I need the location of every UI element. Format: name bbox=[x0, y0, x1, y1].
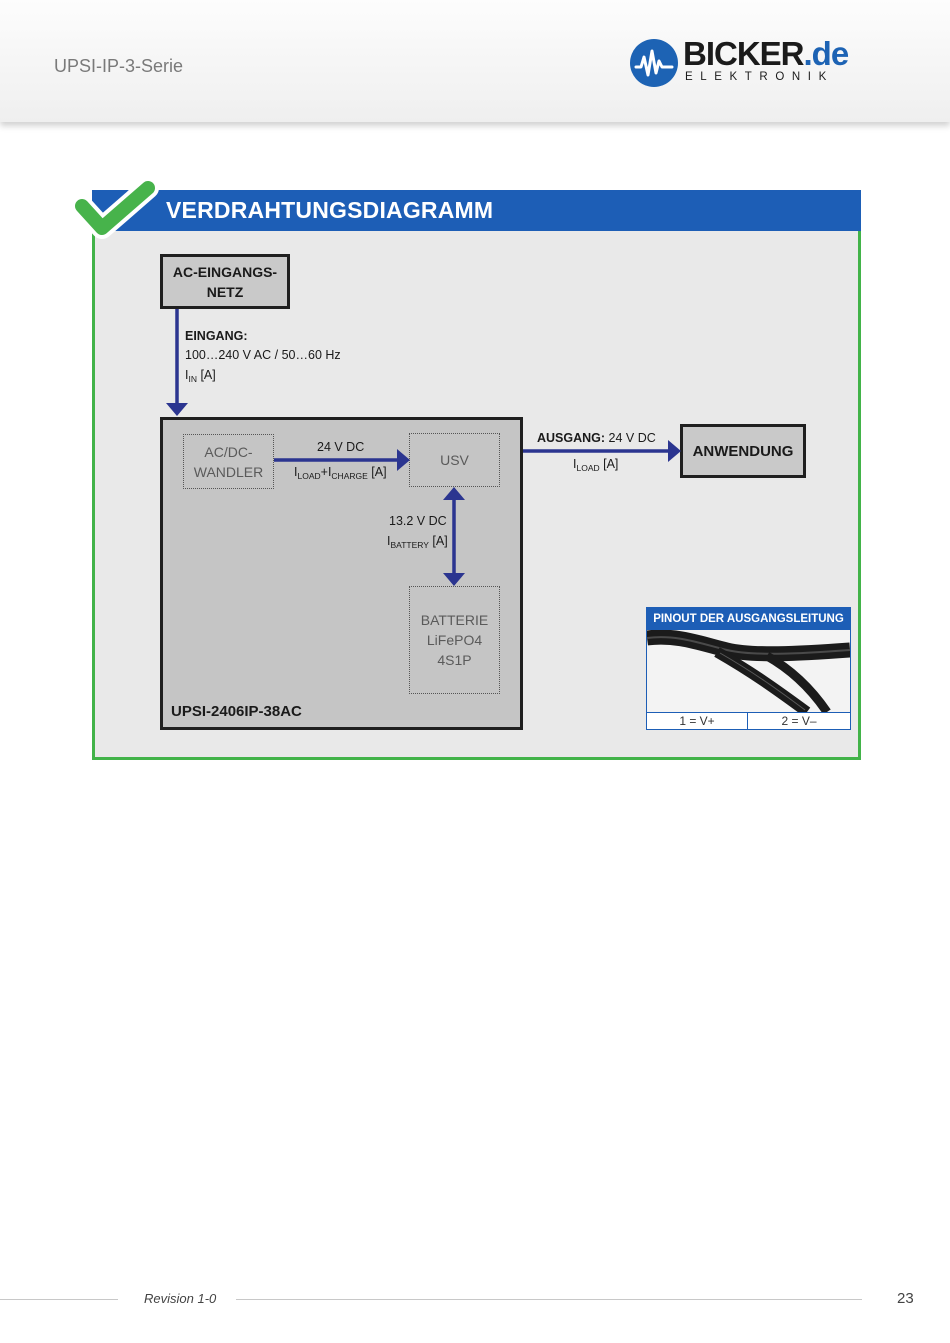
pinout-title: PINOUT DER AUSGANGSLEITUNG bbox=[647, 608, 850, 630]
output-arrowhead bbox=[668, 440, 681, 462]
output-current: $I_{LOAD}$ [A] bbox=[573, 457, 619, 473]
conv-usv-current: $I_{LOAD}+I_{CHARGE}$ [A] bbox=[294, 465, 387, 481]
input-spec: 100…240 V AC / 50…60 Hz bbox=[185, 348, 341, 362]
battery-voltage: 13.2 V DC bbox=[389, 514, 447, 528]
pin-2-cell: 2 = V– bbox=[748, 712, 850, 729]
input-arrowhead bbox=[166, 403, 188, 416]
converter-box: AC/DC- WANDLER bbox=[183, 434, 274, 489]
battery-arrowhead-down bbox=[443, 573, 465, 586]
conv-usv-voltage: 24 V DC bbox=[317, 440, 365, 454]
pin-1-cell: 1 = V+ bbox=[647, 712, 748, 729]
battery-box: BATTERIE LiFePO4 4S1P bbox=[409, 586, 500, 694]
ac-input-label-line1: AC-EINGANGS- bbox=[172, 263, 278, 280]
application-box: ANWENDUNG bbox=[680, 424, 806, 478]
footer-rule-right bbox=[236, 1299, 862, 1300]
series-title: UPSI-IP-3-Serie bbox=[54, 56, 184, 76]
input-current: $I_{IN}$ [A] bbox=[185, 368, 216, 384]
cable-photo bbox=[647, 630, 850, 712]
page-number: 23 bbox=[897, 1290, 914, 1307]
conv-usv-arrowhead bbox=[397, 449, 410, 471]
logo-wordmark: BICKER.de bbox=[683, 35, 849, 72]
footer-rule-left bbox=[0, 1299, 118, 1300]
ups-model-label: UPSI-2406IP-38AC bbox=[171, 703, 302, 720]
battery-current: $I_{BATTERY}$ [A] bbox=[387, 534, 448, 550]
logo-subtitle: ELEKTRONIK bbox=[685, 71, 834, 83]
battery-arrowhead-up bbox=[443, 487, 465, 500]
ac-input-label-line2: NETZ bbox=[206, 283, 244, 300]
revision-label: Revision 1-0 bbox=[144, 1291, 217, 1306]
pinout-inset bbox=[646, 607, 851, 730]
output-spec: AUSGANG: 24 V DC bbox=[537, 431, 656, 445]
input-heading: EINGANG: bbox=[185, 329, 248, 343]
usv-box: USV bbox=[409, 433, 500, 487]
section-title: VERDRAHTUNGSDIAGRAMM bbox=[166, 197, 494, 223]
